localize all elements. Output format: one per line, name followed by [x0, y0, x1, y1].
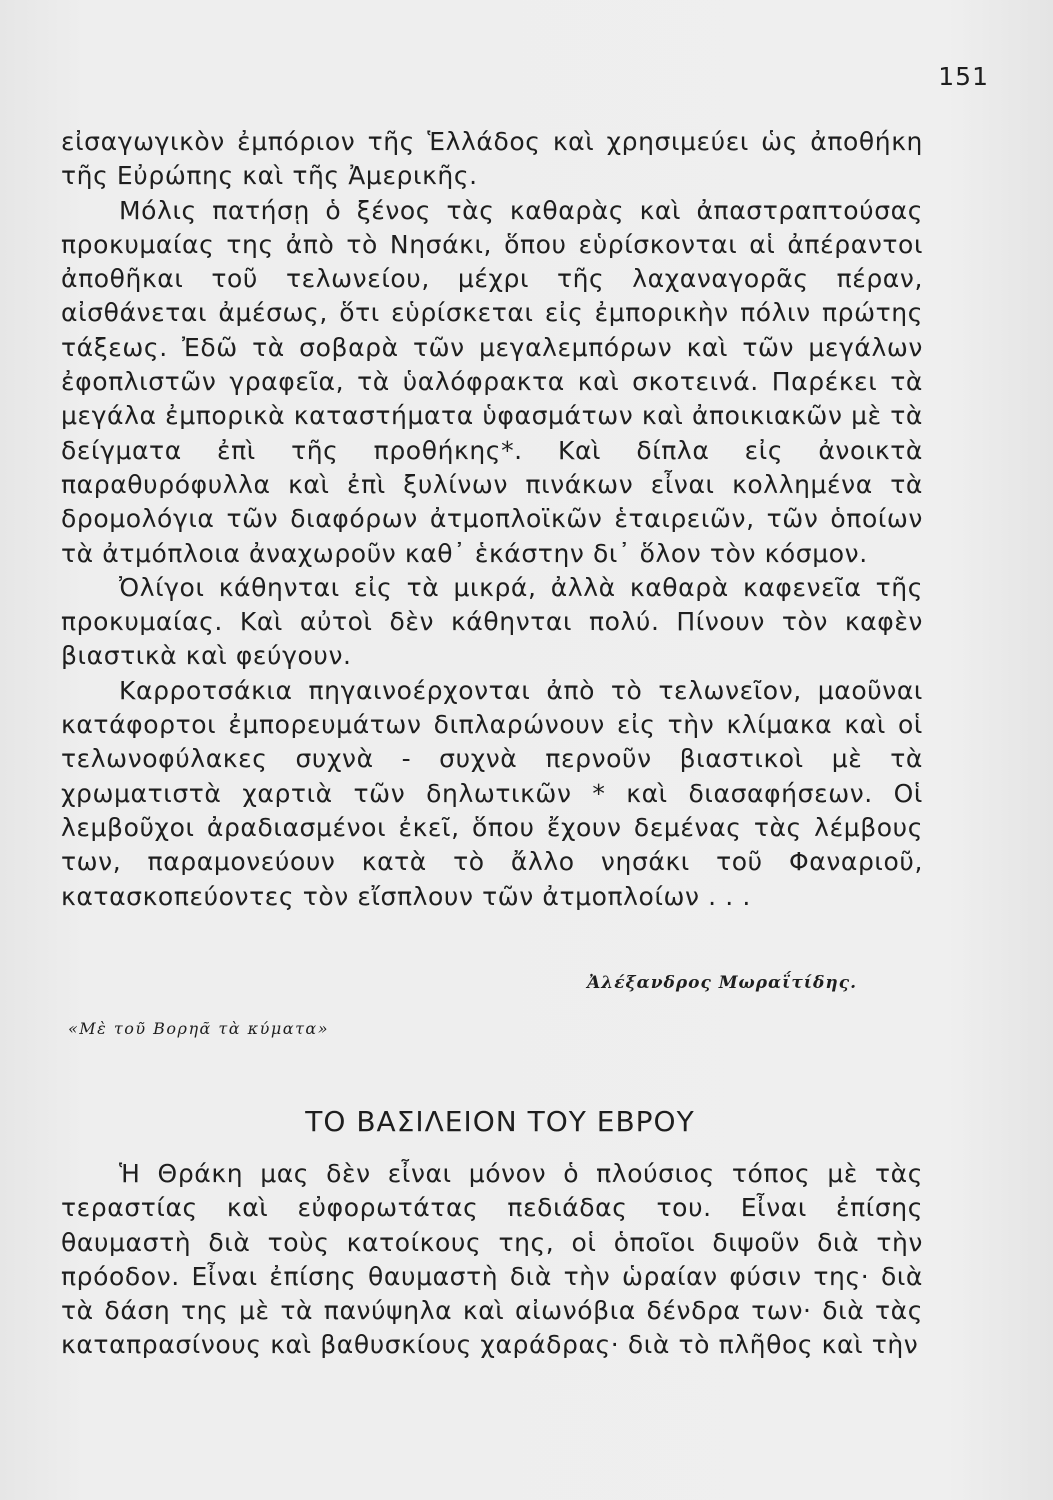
article-body [61, 125, 923, 914]
paragraph: Καρροτσάκια πηγαινοέρχονται ἀπὸ τὸ τελωνεῖον, μαοῦναι κατάφορτοι ἐμπορευμάτων διπλαρώνουν εἰς τὴν κλίμακα καὶ οἱ τελωνοφύλακες συχνὰ - συχνὰ περνοῦν βιαστικοὶ μὲ τὰ χρωματιστὰ χαρτιὰ τῶν δηλωτικῶν * καὶ διασαφήσεων. Οἱ λεμβοῦχοι ἀραδιασμένοι ἐκεῖ, ὅπου ἔχουν δεμένας τὰς λέμβους των, παραμονεύουν κατὰ τὸ ἄλλο νησάκι τοῦ Φαναριοῦ, κατασκοπεύοντες τὸν εἴσπλουν τῶν ἀτμοπλοίων . . . [61, 675, 923, 911]
paragraph: Ὀλίγοι κάθηνται εἰς τὰ μικρά, ἀλλὰ καθαρὰ καφενεῖα τῆς προκυμαίας. Καὶ αὐτοὶ δὲν κάθηνται πολύ. Πίνουν τὸν καφὲν βιαστικὰ καὶ φεύγουν. [61, 572, 923, 671]
section-title: ΤΟ ΒΑΣΙΛΕΙΟΝ ΤΟΥ ΕΒΡΟΥ [305, 1105, 695, 1138]
paragraph: Ἡ Θράκη μας δὲν εἶναι μόνον ὁ πλούσιος τόπος μὲ τὰς τεραστίας καὶ εὐφορωτάτας πεδιάδας του. Εἶναι ἐπίσης θαυμαστὴ διὰ τοὺς κατοίκους της, οἱ ὁποῖοι διψοῦν διὰ τὴν πρόοδον. Εἶναι ἐπίσης θαυμαστὴ διὰ τὴν ὡραίαν φύσιν της· διὰ τὰ δάση της μὲ τὰ πανύψηλα καὶ αἰωνόβια δένδρα των· διὰ τὰς καταπρασίνους καὶ βαθυσκίους χαράδρας· διὰ τὸ πλῆθος καὶ τὴν [61, 1159, 923, 1360]
source-citation: «Μὲ τοῦ Βορηᾶ τὰ κύματα» [68, 1019, 330, 1038]
paragraph: Μόλις πατήσῃ ὁ ξένος τὰς καθαρὰς καὶ ἀπαστραπτούσας προκυμαίας της ἀπὸ τὸ Νησάκι, ὅπου εὑρίσκονται αἱ ἀπέραντοι ἀποθῆκαι τοῦ τελωνείου, μέχρι τῆς λαχαναγορᾶς πέραν, αἰσθάνεται ἀμέσως, ὅτι εὑρίσκεται εἰς ἐμπορικὴν πόλιν πρώτης τάξεως. Ἐδῶ τὰ σοβαρὰ τῶν μεγαλεμπόρων καὶ τῶν μεγάλων ἐφοπλιστῶν γραφεῖα, τὰ ὑαλόφρακτα καὶ σκοτεινά. Παρέκει τὰ μεγάλα ἐμπορικὰ καταστήματα ὑφασμάτων καὶ ἀποικιακῶν μὲ τὰ δείγματα ἐπὶ τῆς προθήκης*. Καὶ δίπλα εἰς ἀνοικτὰ παραθυρόφυλλα καὶ ἐπὶ ξυλίνων πινάκων εἶναι κολλημένα τὰ δρομολόγια τῶν διαφόρων ἀτμοπλοϊκῶν ἑταιρειῶν, τῶν ὁποίων τὰ ἀτμόπλοια ἀναχωροῦν καθ᾽ ἑκάστην δι᾽ ὅλον τὸν κόσμον. [61, 195, 923, 568]
paragraph: εἰσαγωγικὸν ἐμπόριον τῆς Ἑλλάδος καὶ χρησιμεύει ὡς ἀποθήκη τῆς Εὐρώπης καὶ τῆς Ἀμερικῆς. [61, 127, 923, 191]
author-signature: Ἀλέξανδρος Μωραΐτίδης. [587, 973, 857, 993]
article-body [61, 1157, 923, 1363]
page-number: 151 [938, 62, 989, 91]
